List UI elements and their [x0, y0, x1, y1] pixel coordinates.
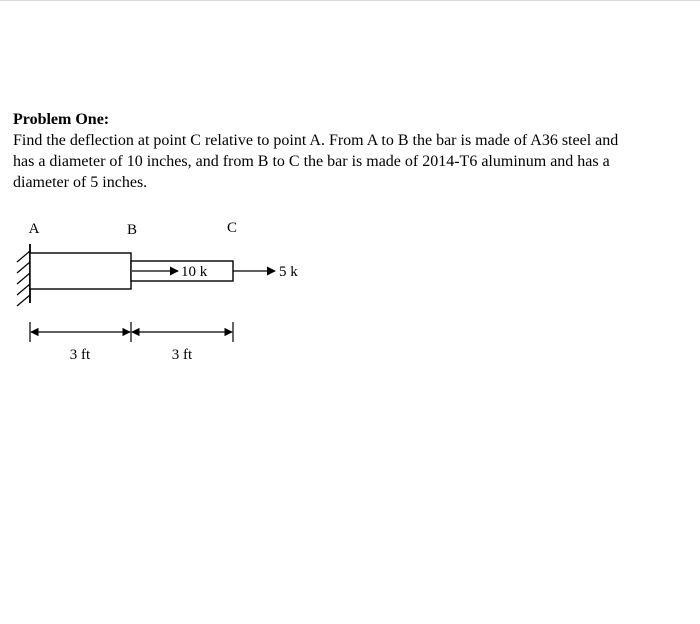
point-label-b: B [126, 222, 138, 238]
problem-line-3: diameter of 5 inches. [13, 174, 148, 191]
fixed-support [17, 244, 30, 306]
load-label-b: 10 k [181, 264, 208, 280]
problem-heading: Problem One: [13, 111, 110, 128]
bar-segment-ab [30, 253, 131, 289]
bar-diagram [0, 210, 700, 380]
load-label-c: 5 k [279, 264, 298, 280]
dimension-label-ab: 3 ft [69, 347, 91, 363]
point-label-c: C [226, 220, 238, 236]
dimension-line-ab [30, 322, 130, 342]
problem-line-2: has a diameter of 10 inches, and from B to C the bar is made of 2014-T6 aluminum and has a [13, 153, 610, 170]
top-border [0, 0, 700, 1]
point-label-a: A [28, 221, 40, 237]
dimension-line-bc [131, 322, 233, 342]
problem-statement [13, 130, 699, 193]
problem-line-1: Find the deflection at point C relative to point A. From A to B the bar is made of A36 steel and [13, 132, 619, 149]
dimension-label-bc: 3 ft [171, 347, 193, 363]
